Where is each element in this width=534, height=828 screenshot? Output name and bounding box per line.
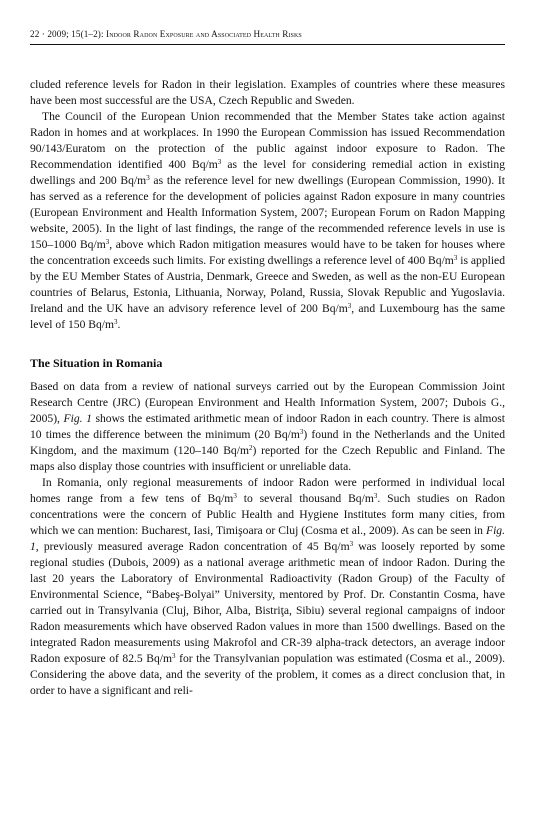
- paragraph-3: Based on data from a review of national surveys carried out by the European Commission Joint Research Centre (JRC) (European Environment and Health Information System, 2007; Dubois G., 2005), Fig. 1 shows the estimated arithmetic mean of indoor Radon in each country. There is almost 10 times the difference between the minimum (20 $Bq/m^3$) found in the Netherlands and the United Kingdom, and the maximum (120–140 $Bq/m^2$) reported for the Czech Republic and Finland. The maps also display those countries with insufficient or unreliable data.: [30, 380, 506, 473]
- page-number: 22: [30, 29, 40, 39]
- paragraph-4: In Romania, only regional measurements of indoor Radon were performed in individual local homes range from a few tens of $Bq/m^3$ to several thousand $Bq/m^3$. Such studies on Radon concentrations were the concern of Public Health and Hygiene Institutes form many cities, from which we can mention: Bucharest, Iasi, Timişoara or Cluj (Cosma et al., 2009). As can be seen in Fig. 1, previously measured average Radon concentration of 45 $Bq/m^3$ was loosely reported by some regional studies (Dubois, 2009) as a national average arithmetic mean of indoor Radon. During the last 20 years the Laboratory of Environmental Radioactivity (Radon Group) of the Faculty of Environmental Science, “Babeş-Bolyai” University, mentored by Prof. Dr. Constantin Cosma, have carried out in Transylvania (Cluj, Bihor, Alba, Bistriţa, Sibiu) several regional campaigns of indoor Radon measurements which have observed Radon values in more than 1500 dwellings. Based on the integrated Radon measurements using Makrofol and CR-39 alpha-track detectors, an average indoor Radon exposure of 82.5 $Bq/m^3$ for the Transylvanian population was estimated (Cosma et al., 2009). Considering the above data, and the severity of the problem, it comes as a direct conclusion that, in order to have a significant and reli-: [30, 476, 506, 697]
- paragraph-1: cluded reference levels for Radon in their legislation. Examples of countries where these measures have been most successful are the USA, Czech Republic and Sweden.: [30, 78, 505, 107]
- header-separator: ·: [39, 29, 48, 39]
- running-header: [30, 29, 505, 45]
- running-title: Indoor Radon Exposure and Associated Health Risks: [106, 29, 302, 39]
- body-text: [30, 77, 505, 699]
- figure-reference: Fig. 1,: [30, 524, 505, 553]
- figure-reference: Fig. 1: [63, 412, 92, 425]
- paragraph-2: The Council of the European Union recommended that the Member States take action against Radon in homes and at workplaces. In 1990 the European Commission has issued Recommendation 90/143/Euratom on the protection of the public against indoor exposure to Radon. The Recommendation identified 400 $Bq/m^3$ as the level for considering remedial action in existing dwellings and 200 $Bq/m^3$ as the reference level for new dwellings (European Commission, 1990). It has served as a reference for the development of policies against Radon exposure in many countries (European Environment and Health Information System, 2007; European Forum on Radon Mapping website, 2005). In the light of last findings, the range of the recommended reference levels in use is 150–1000 $Bq/m^3$, above which Radon mitigation measures would have to be taken for houses where the concentration exceeds such limits. For existing dwellings a reference level of 400 $Bq/m^3$ is applied by the EU Member States of Austria, Denmark, Greece and Sweden, as well as the non-EU European countries of Belarus, Estonia, Lithuania, Norway, Poland, Russia, Slovak Republic and Yugoslavia. Ireland and the UK have an advisory reference level of 200 $Bq/m^3$, and Luxembourg has the same level of 150 $Bq/m^3$.: [30, 110, 506, 331]
- section-heading: The Situation in Romania: [30, 356, 163, 370]
- journal-citation: 2009; 15(1–2):: [47, 29, 107, 39]
